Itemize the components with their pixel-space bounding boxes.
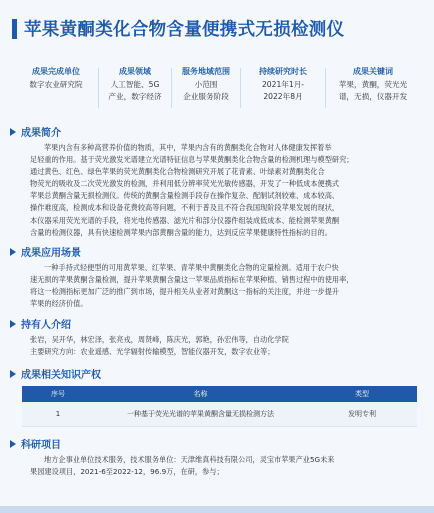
intro-paragraph	[30, 142, 423, 239]
info-value: 谱，无损，仪器开发	[338, 92, 408, 101]
info-row	[14, 66, 420, 110]
text-line: 苹果内含有多种高营养价值的物质，其中，苹果内含有的黄酮类化合物对人体健康发挥着举	[44, 143, 332, 152]
text-line: 物荧光的吸收及二次荧光激发的检测，并利用低分辨率荧光光敏传感器，开发了一种低成本便携式	[30, 179, 340, 189]
info-header: 成果完成单位	[32, 67, 80, 76]
table-header-row	[22, 386, 417, 402]
section-title: 科研项目	[21, 440, 61, 451]
section-people-heading	[10, 316, 71, 331]
title-block	[12, 16, 424, 41]
column-header: 序号	[22, 386, 94, 402]
section-scenario-heading	[10, 244, 81, 259]
ip-table	[22, 386, 417, 427]
info-value: 产业，数字经济	[108, 92, 162, 101]
text-line: 含量的检测仪器，具有快速检测苹果内部黄酮含量的能力，达到反应苹果健康特性指标的目的。	[30, 227, 332, 237]
project-paragraph	[30, 454, 423, 478]
info-value: 数字农业研究院	[29, 80, 83, 89]
section-project-heading	[10, 436, 61, 451]
section-title: 成果应用场景	[21, 248, 81, 259]
info-value: 苹果，黄酮，荧光光	[338, 80, 408, 89]
text-line: 本仪器采用荧光光谱的手段，将光电传感器、滤光片和部分仪器件组装成低成本、能检测苹果黄酮	[30, 215, 340, 225]
text-line: 主要研究方向：农业遥感、光学辐射传输模型，智能仪器开发，数字农业等；	[30, 347, 275, 357]
text-line: 张岩，吴开华，林宏泽，张亮戎，周贤峰，陈庆光，郭艳，孙宏伟等，自动化学院	[30, 335, 289, 344]
section-title: 成果相关知识产权	[21, 370, 101, 381]
section-title: 成果简介	[21, 128, 61, 139]
info-keywords	[326, 66, 420, 110]
info-value: 企业服务阶段	[183, 92, 229, 101]
section-ip-heading	[10, 366, 101, 381]
text-line: 一种手持式轻便型的可用黄苹果、红苹果、青苹果中黄酮类化合物的定量检测。适用于农户快	[44, 263, 339, 272]
info-field	[99, 66, 171, 110]
text-line: 苹果总黄酮含量无损检测仪。传统的黄酮含量检测手段存在操作复杂、配制试剂较难、成本较高、	[30, 191, 340, 201]
info-value: 小范围	[194, 80, 218, 89]
footer-band	[0, 506, 434, 513]
info-region	[172, 66, 240, 110]
info-duration	[241, 66, 325, 110]
page-title: 苹果黄酮类化合物含量便携式无损检测仪	[24, 20, 345, 40]
info-value: 人工智能、5G	[110, 80, 160, 89]
column-header: 名称	[94, 386, 307, 402]
info-value: 2021年1月-	[261, 80, 305, 89]
table-row	[22, 402, 417, 427]
scenario-paragraph	[30, 262, 423, 310]
text-line: 苹果的经济价值。	[30, 299, 88, 309]
info-header: 服务地域范围	[182, 67, 230, 76]
triangle-bullet-icon	[10, 248, 16, 256]
section-title: 持有人介绍	[21, 320, 71, 331]
section-intro-heading	[10, 124, 61, 139]
table-cell: 1	[22, 402, 94, 427]
people-paragraph	[30, 334, 423, 358]
table-cell: 一种基于荧光光谱的苹果黄酮含量无损检测方法	[94, 402, 307, 427]
text-line: 通过黄色、红色、绿色苹果的荧光黄酮类化合物检测研究开展了花青素、叶绿素对黄酮类化合	[30, 167, 325, 177]
triangle-bullet-icon	[10, 440, 16, 448]
column-header: 类型	[307, 386, 417, 402]
table-cell: 发明专利	[307, 402, 417, 427]
text-line: 足轻重的作用。基于荧光激发光谱建立光谱特征信息与苹果黄酮类化合物含量的检测机理与模型研究；	[30, 155, 354, 165]
info-header: 成果关键词	[353, 67, 393, 76]
info-header: 持续研究时长	[259, 67, 307, 76]
triangle-bullet-icon	[10, 370, 16, 378]
triangle-bullet-icon	[10, 128, 16, 136]
text-line: 地方企事业单位技术服务，技术服务单位：天津维真科技有限公司，灵宝市苹果产业5G未来	[44, 455, 335, 464]
info-unit	[14, 66, 98, 110]
text-line: 将这一检测指标更加广泛的推广到市场，提升相关从业者对黄酮这一指标的关注度，并进一步提升	[30, 287, 340, 297]
title-accent-bar	[12, 19, 17, 39]
info-header: 成果领域	[119, 67, 151, 76]
text-line: 操作难度高，检测成本和设备花费较高等问题，不利于普及且不符合我国现阶段苹果发展的现状，	[30, 203, 340, 213]
info-value: 2022年8月	[263, 92, 303, 101]
triangle-bullet-icon	[10, 320, 16, 328]
text-line: 速无损的苹果黄酮含量检测，提升苹果黄酮含量这一苹果品质指标在苹果种植、销售过程中的使用率，	[30, 275, 354, 285]
text-line: 果园建设项目，2021-6至2022-12，96.9万，在研，参与；	[30, 467, 224, 477]
